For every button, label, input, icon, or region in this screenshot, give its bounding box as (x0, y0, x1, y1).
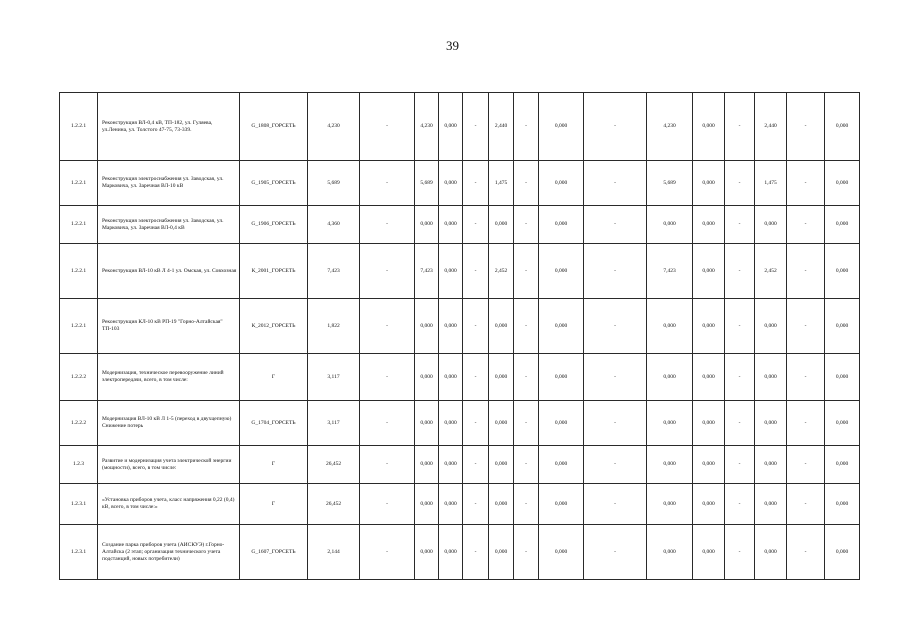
cell-c4: 3,117 (308, 354, 360, 401)
cell-c9: 0,000 (489, 401, 514, 446)
cell-c9: 2,440 (489, 93, 514, 161)
cell-c13: 0,000 (647, 525, 693, 580)
cell-c12: - (584, 354, 647, 401)
cell-name: Модернизация ВЛ-10 кВ Л 1-5 (переход в двухцепную) Снижение потерь (98, 401, 240, 446)
cell-c15: - (725, 244, 755, 299)
cell-c10: - (514, 206, 539, 244)
cell-c5: - (360, 401, 415, 446)
cell-c8: - (463, 161, 489, 206)
cell-c17: - (787, 354, 825, 401)
cell-num: 1.2.3.1 (60, 484, 98, 525)
cell-c17: - (787, 206, 825, 244)
cell-c7: 0,000 (439, 354, 463, 401)
cell-c17: - (787, 484, 825, 525)
cell-c5: - (360, 93, 415, 161)
cell-c9: 0,000 (489, 299, 514, 354)
cell-num: 1.2.2.1 (60, 93, 98, 161)
cell-c4: 3,117 (308, 401, 360, 446)
cell-c15: - (725, 93, 755, 161)
cell-c18: 0,000 (825, 161, 860, 206)
cell-c18: 0,000 (825, 206, 860, 244)
cell-c7: 0,000 (439, 93, 463, 161)
cell-c10: - (514, 161, 539, 206)
cell-c16: 0,000 (755, 525, 787, 580)
cell-name: Реконструкция электроснабжения ул. Заводская, ул. Марковича, ул. Заречная ВЛ-0,4 кВ (98, 206, 240, 244)
cell-c16: 0,000 (755, 354, 787, 401)
cell-c17: - (787, 244, 825, 299)
cell-code: G_1704_ГОРСЕТЬ (240, 401, 308, 446)
cell-c5: - (360, 446, 415, 484)
cell-c7: 0,000 (439, 244, 463, 299)
cell-c6: 0,000 (415, 484, 439, 525)
cell-c11: 0,000 (539, 161, 584, 206)
cell-c11: 0,000 (539, 484, 584, 525)
cell-c18: 0,000 (825, 299, 860, 354)
cell-c14: 0,000 (693, 206, 725, 244)
cell-c5: - (360, 299, 415, 354)
cell-c12: - (584, 299, 647, 354)
cell-c17: - (787, 446, 825, 484)
cell-c12: - (584, 446, 647, 484)
cell-c10: - (514, 484, 539, 525)
cell-c13: 0,000 (647, 401, 693, 446)
cell-c10: - (514, 525, 539, 580)
cell-c13: 0,000 (647, 206, 693, 244)
cell-c7: 0,000 (439, 206, 463, 244)
cell-c5: - (360, 525, 415, 580)
cell-c4: 4,230 (308, 93, 360, 161)
cell-num: 1.2.3.1 (60, 525, 98, 580)
cell-c14: 0,000 (693, 161, 725, 206)
cell-c16: 2,452 (755, 244, 787, 299)
cell-c6: 0,000 (415, 401, 439, 446)
cell-c6: 0,000 (415, 525, 439, 580)
cell-c14: 0,000 (693, 244, 725, 299)
cell-c15: - (725, 299, 755, 354)
cell-c18: 0,000 (825, 93, 860, 161)
cell-c5: - (360, 484, 415, 525)
cell-c8: - (463, 484, 489, 525)
investment-table (59, 92, 860, 580)
cell-c13: 0,000 (647, 354, 693, 401)
cell-c7: 0,000 (439, 161, 463, 206)
cell-c16: 0,000 (755, 446, 787, 484)
cell-c4: 5,689 (308, 161, 360, 206)
cell-c11: 0,000 (539, 244, 584, 299)
cell-code: G_1906_ГОРСЕТЬ (240, 206, 308, 244)
cell-c6: 0,000 (415, 354, 439, 401)
cell-c10: - (514, 401, 539, 446)
cell-c15: - (725, 401, 755, 446)
cell-c5: - (360, 354, 415, 401)
cell-num: 1.2.3 (60, 446, 98, 484)
cell-c8: - (463, 93, 489, 161)
cell-code: G_1607_ГОРСЕТЬ (240, 525, 308, 580)
cell-code: К_2012_ГОРСЕТЬ (240, 299, 308, 354)
cell-c16: 0,000 (755, 401, 787, 446)
cell-c8: - (463, 244, 489, 299)
cell-c11: 0,000 (539, 525, 584, 580)
cell-c13: 5,689 (647, 161, 693, 206)
cell-c9: 0,000 (489, 206, 514, 244)
cell-c8: - (463, 299, 489, 354)
table-row (60, 525, 860, 580)
cell-c17: - (787, 401, 825, 446)
cell-name: Развитие и модернизация учета электрической энергии (мощности), всего, в том числе: (98, 446, 240, 484)
cell-c6: 0,000 (415, 299, 439, 354)
cell-c15: - (725, 354, 755, 401)
cell-c12: - (584, 161, 647, 206)
cell-c4: 26,452 (308, 446, 360, 484)
cell-c5: - (360, 161, 415, 206)
table-row (60, 484, 860, 525)
cell-num: 1.2.2.1 (60, 299, 98, 354)
cell-c13: 7,423 (647, 244, 693, 299)
cell-c11: 0,000 (539, 93, 584, 161)
cell-c18: 0,000 (825, 401, 860, 446)
cell-c7: 0,000 (439, 484, 463, 525)
table-row (60, 93, 860, 161)
cell-c14: 0,000 (693, 93, 725, 161)
cell-c11: 0,000 (539, 446, 584, 484)
table-row (60, 206, 860, 244)
table-row (60, 161, 860, 206)
cell-c4: 7,423 (308, 244, 360, 299)
table-row (60, 401, 860, 446)
cell-c15: - (725, 446, 755, 484)
cell-c11: 0,000 (539, 354, 584, 401)
cell-c9: 0,000 (489, 525, 514, 580)
cell-c14: 0,000 (693, 484, 725, 525)
cell-c17: - (787, 299, 825, 354)
cell-num: 1.2.2.1 (60, 161, 98, 206)
cell-c7: 0,000 (439, 299, 463, 354)
table-row (60, 244, 860, 299)
cell-name: Создание парка приборов учета (АИСКУЭ) г.Горно-Алтайска (2 этап; организация технического учета подстанций, новых потребители) (98, 525, 240, 580)
cell-c12: - (584, 525, 647, 580)
cell-c17: - (787, 93, 825, 161)
cell-c12: - (584, 206, 647, 244)
cell-c12: - (584, 93, 647, 161)
cell-num: 1.2.2.1 (60, 244, 98, 299)
cell-c18: 0,000 (825, 354, 860, 401)
cell-name: Модернизация, техническое перевооружение линий электропередачи, всего, в том числе: (98, 354, 240, 401)
cell-code: К_2001_ГОРСЕТЬ (240, 244, 308, 299)
cell-c14: 0,000 (693, 446, 725, 484)
cell-c6: 5,689 (415, 161, 439, 206)
table-row (60, 299, 860, 354)
cell-c10: - (514, 299, 539, 354)
cell-c15: - (725, 484, 755, 525)
cell-code: Г (240, 354, 308, 401)
cell-c6: 0,000 (415, 446, 439, 484)
cell-c16: 0,000 (755, 206, 787, 244)
cell-code: Г (240, 484, 308, 525)
cell-c8: - (463, 446, 489, 484)
cell-c9: 0,000 (489, 484, 514, 525)
cell-c14: 0,000 (693, 299, 725, 354)
cell-c13: 0,000 (647, 484, 693, 525)
cell-c17: - (787, 525, 825, 580)
table-row (60, 354, 860, 401)
cell-c7: 0,000 (439, 525, 463, 580)
cell-c10: - (514, 244, 539, 299)
cell-name: Реконструкция ВЛ-10 кВ Л 4-1 ул. Омская, ул. Совхозная (98, 244, 240, 299)
cell-c15: - (725, 525, 755, 580)
table-row (60, 446, 860, 484)
cell-c6: 0,000 (415, 206, 439, 244)
cell-c12: - (584, 244, 647, 299)
cell-c4: 1,822 (308, 299, 360, 354)
page-number: 39 (446, 38, 459, 53)
cell-c18: 0,000 (825, 244, 860, 299)
cell-c14: 0,000 (693, 525, 725, 580)
cell-c8: - (463, 354, 489, 401)
cell-c18: 0,000 (825, 446, 860, 484)
cell-c16: 2,440 (755, 93, 787, 161)
cell-num: 1.2.2.1 (60, 206, 98, 244)
cell-c16: 0,000 (755, 484, 787, 525)
cell-c8: - (463, 525, 489, 580)
cell-c10: - (514, 446, 539, 484)
cell-name: Реконструкция КЛ-10 кВ РП-19 "Горно-Алтайская" ТП-103 (98, 299, 240, 354)
cell-c11: 0,000 (539, 401, 584, 446)
cell-c15: - (725, 161, 755, 206)
cell-c9: 0,000 (489, 354, 514, 401)
cell-c6: 7,423 (415, 244, 439, 299)
cell-code: Г (240, 446, 308, 484)
cell-c4: 4,360 (308, 206, 360, 244)
cell-c10: - (514, 93, 539, 161)
cell-c12: - (584, 401, 647, 446)
cell-c4: 2,144 (308, 525, 360, 580)
cell-c10: - (514, 354, 539, 401)
cell-c4: 26,452 (308, 484, 360, 525)
cell-c16: 1,475 (755, 161, 787, 206)
cell-num: 1.2.2.2 (60, 401, 98, 446)
cell-c6: 4,230 (415, 93, 439, 161)
cell-c13: 4,230 (647, 93, 693, 161)
cell-c7: 0,000 (439, 446, 463, 484)
cell-c9: 2,452 (489, 244, 514, 299)
cell-c5: - (360, 244, 415, 299)
cell-name: Реконструкция электроснабжения ул. Заводская, ул. Марковича, ул. Заречная ВЛ-10 кВ (98, 161, 240, 206)
cell-code: G_1905_ГОРСЕТЬ (240, 161, 308, 206)
cell-c14: 0,000 (693, 401, 725, 446)
cell-c18: 0,000 (825, 525, 860, 580)
cell-c16: 0,000 (755, 299, 787, 354)
cell-c7: 0,000 (439, 401, 463, 446)
cell-c15: - (725, 206, 755, 244)
cell-c5: - (360, 206, 415, 244)
cell-c17: - (787, 161, 825, 206)
cell-c9: 1,475 (489, 161, 514, 206)
cell-c14: 0,000 (693, 354, 725, 401)
cell-c11: 0,000 (539, 299, 584, 354)
cell-name: Реконструкция ВЛ-0,4 кВ, ТП-182, ул. Гуляева, ул.Ленина, ул. Толстого 47-75, 73-339. (98, 93, 240, 161)
cell-c9: 0,000 (489, 446, 514, 484)
cell-c11: 0,000 (539, 206, 584, 244)
cell-num: 1.2.2.2 (60, 354, 98, 401)
cell-code: G_1808_ГОРСЕТЬ (240, 93, 308, 161)
cell-name: «Установка приборов учета, класс напряжения 0,22 (0,4) кВ, всего, в том числе:» (98, 484, 240, 525)
cell-c13: 0,000 (647, 446, 693, 484)
cell-c12: - (584, 484, 647, 525)
cell-c18: 0,000 (825, 484, 860, 525)
cell-c8: - (463, 401, 489, 446)
cell-c13: 0,000 (647, 299, 693, 354)
cell-c8: - (463, 206, 489, 244)
